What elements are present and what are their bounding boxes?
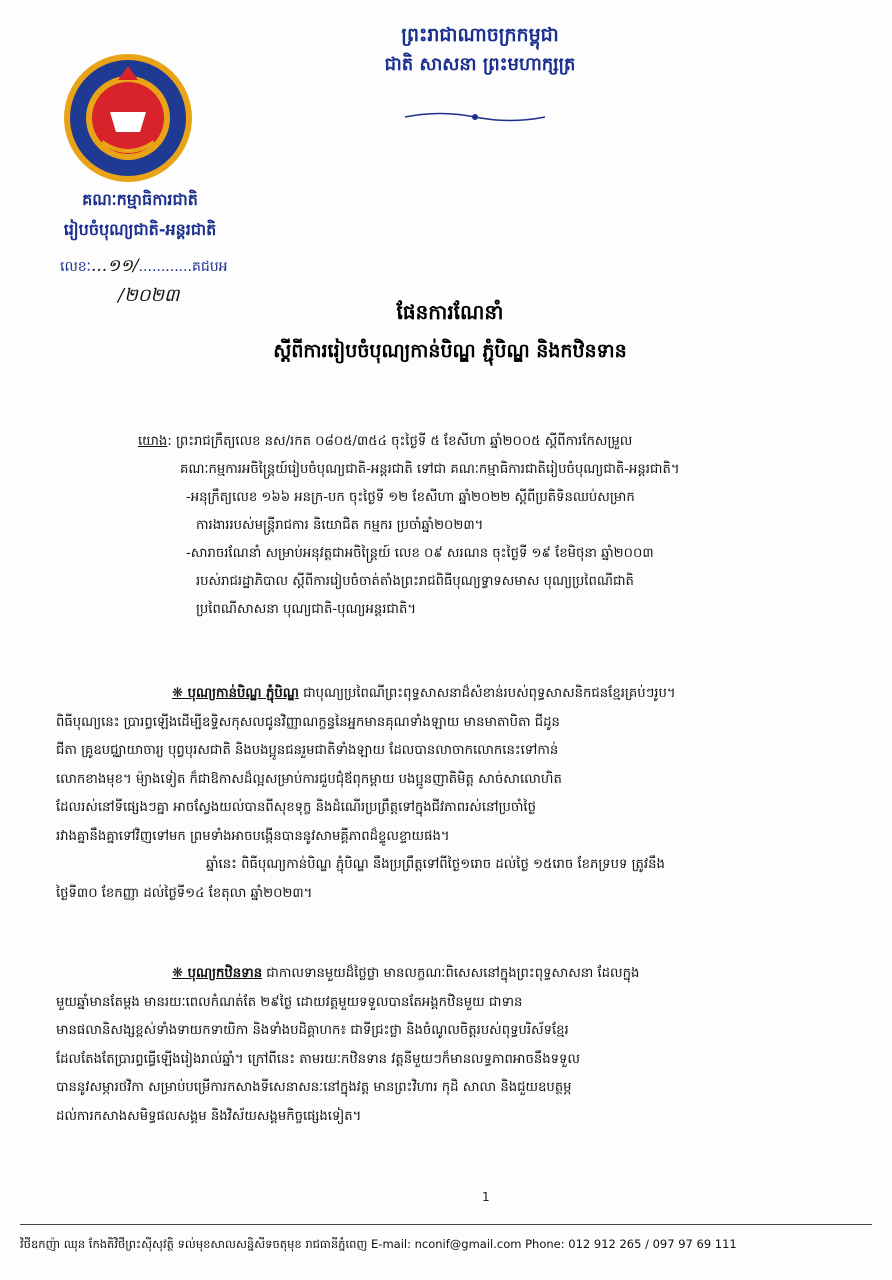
paragraph-line: ជីតា គ្រូឧបជ្ឈាយាចារ្យ បុព្វបុរសជាតិ និងបងប្អូនជនរួមជាតិទាំងឡាយ ដែលបានលាចាកលោកនេះទៅកាន់ xyxy=(56,743,559,758)
reference-line: ការងាររបស់មន្ត្រីរាជការ និយោជិត កម្មករ ប្រចាំឆ្នាំ២០២៣។ xyxy=(196,518,484,533)
paragraph-line: ដែលរស់នៅទីផ្សេងៗគ្នា អាចស្វែងយល់បានពីសុខទុក្ខ និងដំណើរប្រព្រឹត្តទៅក្នុងជីវភាពរស់នៅប្រចាំថ្ងៃ xyxy=(56,800,536,815)
reference-line: របស់រាជរដ្ឋាភិបាល ស្តីពីការរៀបចំចាត់តាំងព្រះរាជពិធីបុណ្យទ្វាទសមាស បុណ្យប្រពៃណីជាតិ xyxy=(196,574,634,589)
paragraph-line: មានផលានិសង្សខ្ពស់ទាំងទាយកទាយិកា និងទាំងបដិគ្គាហក៖ ជាទីជ្រះថ្លា និងចំណូលចិត្តរបស់ពុទ្ធបរិស័ទខ្មែរ xyxy=(56,1023,569,1038)
document-title-line1: ផែនការណែនាំ xyxy=(396,300,504,324)
paragraph-line: មួយឆ្នាំមានតែម្តង មានរយៈពេលកំណត់តែ ២៩ថ្ងៃ ដោយវត្តមួយទទួលបានតែអង្គកឋិនមួយ ជាទាន xyxy=(56,994,523,1010)
section-heading-line: ❋ បុណ្យកឋិនទាន ជាកាលទានមួយដ៏ថ្លៃថ្លា មានលក្ខណៈពិសេសនៅក្នុងព្រះពុទ្ធសាសនា ដែលក្នុង xyxy=(172,966,640,981)
reference-line: -សារាចរណែនាំ សម្រាប់អនុវត្តជាអចិន្ត្រៃយ៍ លេខ ០៩ សរណន ចុះថ្ងៃទី ១៩ ខែមិថុនា ឆ្នាំ២០០៣ xyxy=(186,546,654,561)
section1-heading: ❋ បុណ្យកាន់បិណ្ឌ ភ្ជុំបិណ្ឌ xyxy=(172,686,299,701)
committee-name-line1: គណៈកម្មាធិការជាតិ xyxy=(82,190,198,209)
paragraph-line: លោកខាងមុខ។ ម៉្យាងទៀត ក៏ជាឱកាសដ៏ល្អសម្រាប់ការជួបជុំឪពុកម្តាយ បងប្អូនញាតិមិត្ត សាច់សាលោហិត xyxy=(56,771,562,787)
references-block xyxy=(138,428,848,624)
reference-line: ប្រពៃណីសាសនា បុណ្យជាតិ-បុណ្យអន្តរជាតិ។ xyxy=(196,602,417,617)
committee-name xyxy=(25,186,255,246)
paragraph-line: បាននូវសម្ភារថវិកា សម្រាប់បម្រើការកសាងទីសេនាសនៈនៅក្នុងវត្ត មានព្រះវិហារ កុដិ សាលា និងជួយឧបត្ថម្ភ xyxy=(56,1080,572,1095)
footer-divider xyxy=(20,1224,872,1225)
footer-contact: វិថីឧកញ៉ា ឈុន កែងតិវិថីព្រះស៊ីសុវត្ថិ ទល់មុខសាលសន្និសីទចតុមុខ រាជធានីភ្នំពេញ E-mail: nconif@gmail.com Phone: 012 912 265 / 097 97 69 111 xyxy=(20,1237,737,1251)
paragraph-line: រវាងគ្នានឹងគ្នាទៅវិញទៅមក ព្រមទាំងអាចបង្កើនបាននូវសាមគ្គីភាពដ៏ខ្ទូលខ្ទាយផង។ xyxy=(56,828,450,844)
header-ornament-divider xyxy=(400,110,550,124)
reference-line: គណៈកម្មការអចិន្ត្រៃយ៍រៀបចំបុណ្យជាតិ-អន្តរជាតិ ទៅជា គណៈកម្មាធិការជាតិរៀបចំបុណ្យជាតិ-អន្តរជាតិ។ xyxy=(180,462,680,477)
kingdom-header xyxy=(330,20,630,80)
ref-suffix: គជបអ xyxy=(192,259,228,275)
ref-prefix: លេខៈ xyxy=(60,259,91,275)
paragraph-line: ដល់ការកសាងសមិទ្ធផលសង្គម និងវិស័យសង្គមកិច្ចផ្សេងទៀត។ xyxy=(56,1108,362,1124)
kingdom-title: ព្រះរាជាណាចក្រកម្ពុជា xyxy=(401,24,559,46)
section-pchum-ben xyxy=(56,680,856,908)
page-number: 1 xyxy=(482,1190,490,1204)
paragraph-line: ដែលតែងតែប្រារព្ធធ្វើឡើងរៀងរាល់ឆ្នាំ។ ក្រៅពីនេះ តាមរយៈកឋិនទាន វត្តនីមួយៗក៏មានលទ្ធភាពអាចនឹងទទួល xyxy=(56,1051,580,1067)
section2-heading: ❋ បុណ្យកឋិនទាន xyxy=(172,966,263,981)
document-title-line2: ស្តីពីការរៀបចំបុណ្យកាន់បិណ្ឌ ភ្ជុំបិណ្ឌ និងកឋិនទាន xyxy=(273,340,627,362)
committee-name-line2: រៀបចំបុណ្យជាតិ-អន្តរជាតិ xyxy=(63,220,217,239)
date-line: ឆ្នាំនេះ ពិធីបុណ្យកាន់បិណ្ឌ ភ្ជុំបិណ្ឌ នឹងប្រព្រឹត្តទៅពីថ្ងៃ១រោច ដល់ថ្ងៃ ១៥រោច ខែភទ្របទ ត្រូវនឹង xyxy=(206,857,665,872)
committee-seal-logo xyxy=(62,52,194,184)
paragraph-line: ពិធីបុណ្យនេះ ប្រារព្ធឡើងដើម្បីឧទ្ទិសកុសលជូនវិញ្ញាណក្ខន្ធនៃអ្នកមានគុណទាំងឡាយ មានមាតាបិតា ជីដូន xyxy=(56,714,560,730)
kingdom-motto: ជាតិ សាសនា ព្រះមហាក្សត្រ xyxy=(384,54,576,75)
reference-line: យោង: ព្រះរាជក្រឹត្យលេខ នស/រកត ០៨០៥/៣៥៤ ចុះថ្ងៃទី ៥ ខែសីហា ឆ្នាំ២០០៥ ស្តីពីការកែសម្រួល xyxy=(138,434,633,449)
section-kathen xyxy=(56,960,856,1131)
reference-number xyxy=(60,255,228,280)
ref-number: ...១១/ xyxy=(90,256,139,276)
section-heading-line: ❋ បុណ្យកាន់បិណ្ឌ ភ្ជុំបិណ្ឌ ជាបុណ្យប្រពៃណីព្រះពុទ្ធសាសនាដ៏សំខាន់របស់ពុទ្ធសាសនិកជនខ្មែរគ្រប់ៗរូប។ xyxy=(172,686,676,701)
reference-line: -អនុក្រឹត្យលេខ ១៦៦ អនក្រ-បក ចុះថ្ងៃទី ១២ ខែសីហា ឆ្នាំ២០២២ ស្តីពីប្រតិទិនឈប់សម្រាក xyxy=(186,490,635,505)
ref-handwritten-year: /២០២៣ xyxy=(118,285,180,306)
document-title xyxy=(150,292,750,370)
ref-dots: ............ xyxy=(138,259,193,275)
date-line: ថ្ងៃទី៣០ ខែកញ្ញា ដល់ថ្ងៃទី១៤ ខែតុលា ឆ្នាំ២០២៣។ xyxy=(56,885,313,901)
references-label: យោង xyxy=(138,434,168,449)
